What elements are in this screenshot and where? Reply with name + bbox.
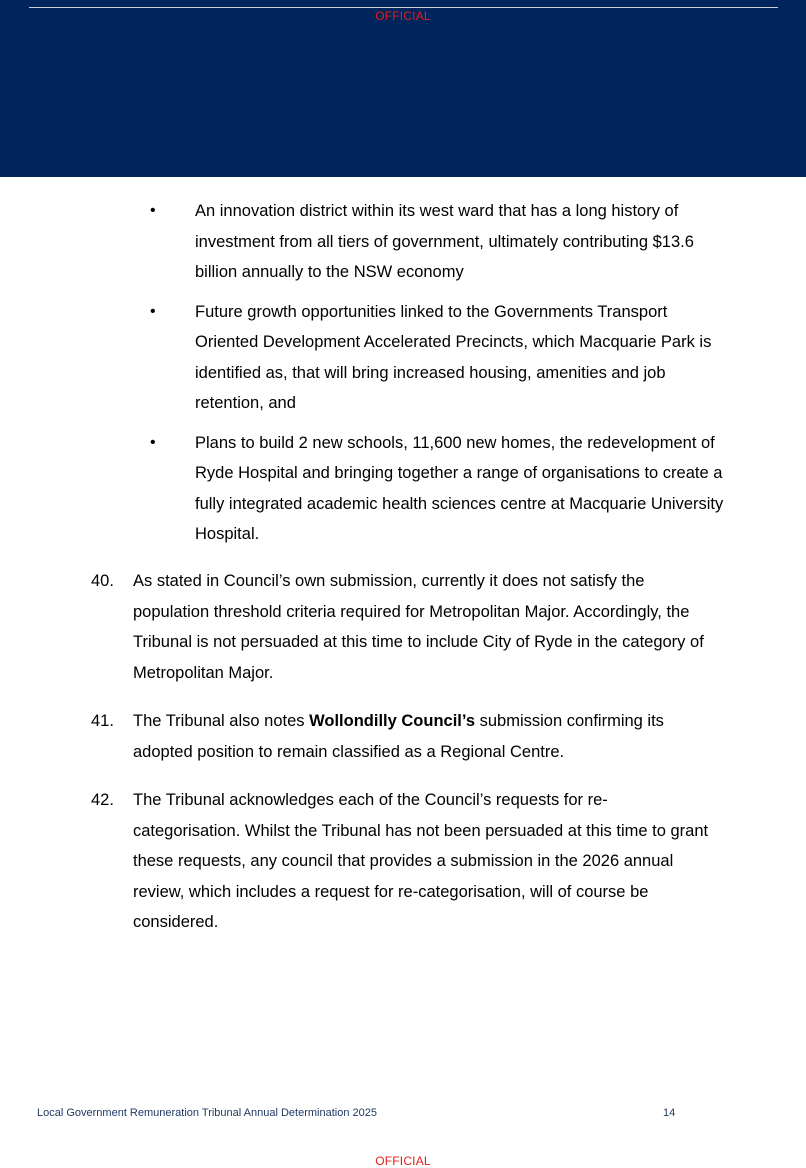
- bullet-item: [0, 297, 725, 419]
- paragraph-number: 42.: [91, 791, 114, 809]
- page-number: 14: [663, 1107, 676, 1119]
- paragraph-number: 41.: [91, 712, 114, 730]
- paragraph-text: As stated in Council’s own submission, currently it does not satisfy the population threshold criteria required for Metropolitan Major. Accordingly, the Tribunal is not persuaded at this time to include City of Ryde in the category of Metropolitan Major.: [133, 572, 704, 682]
- bullet-text: An innovation district within its west ward that has a long history of investment from all tiers of government, ultimately contributing $13.6 billion annually to the NSW economy: [195, 202, 694, 281]
- bullet-item: [0, 428, 725, 550]
- paragraph-42: [0, 785, 713, 938]
- paragraph-number: 40.: [91, 572, 114, 590]
- paragraph-41: [0, 706, 713, 767]
- bullet-marker: •: [150, 202, 156, 219]
- footer-title: Local Government Remuneration Tribunal Annual Determination 2025: [37, 1107, 377, 1119]
- paragraph-text-before: The Tribunal also notes: [133, 712, 310, 730]
- classification-label-top: OFFICIAL: [375, 9, 431, 23]
- bullet-marker: •: [150, 433, 156, 451]
- council-name-bold: Wollondilly Council’s: [309, 712, 476, 730]
- classification-label-bottom: OFFICIAL: [375, 1154, 431, 1168]
- bullet-text: Future growth opportunities linked to the Governments Transport Oriented Development Accelerated Precincts, which Macquarie Park is identified as, that will bring increased housing, amenities and job retention, and: [195, 302, 712, 412]
- page-footer: [37, 1107, 677, 1119]
- paragraph-text-after: submission confirming its adopted position to remain classified as a Regional Centre.: [133, 712, 664, 761]
- bullet-list: [0, 196, 806, 559]
- header-rule: [29, 7, 778, 8]
- header-banner: [0, 0, 806, 177]
- bullet-item: [0, 196, 725, 288]
- paragraph-40: [0, 566, 713, 688]
- bullet-text: Plans to build 2 new schools, 11,600 new homes, the redevelopment of Ryde Hospital and bringing together a range of organisations to create a fully integrated academic health sciences centre at Macquarie University Hospital.: [195, 433, 724, 543]
- bullet-marker: •: [150, 302, 156, 320]
- numbered-paragraphs: [0, 566, 806, 956]
- paragraph-text: The Tribunal acknowledges each of the Council’s requests for re-categorisation. Whilst the Tribunal has not been persuaded at this time to grant these requests, any council that provides a submission in the 2026 annual review, which includes a request for re-categorisation, will of course be considered.: [133, 791, 709, 931]
